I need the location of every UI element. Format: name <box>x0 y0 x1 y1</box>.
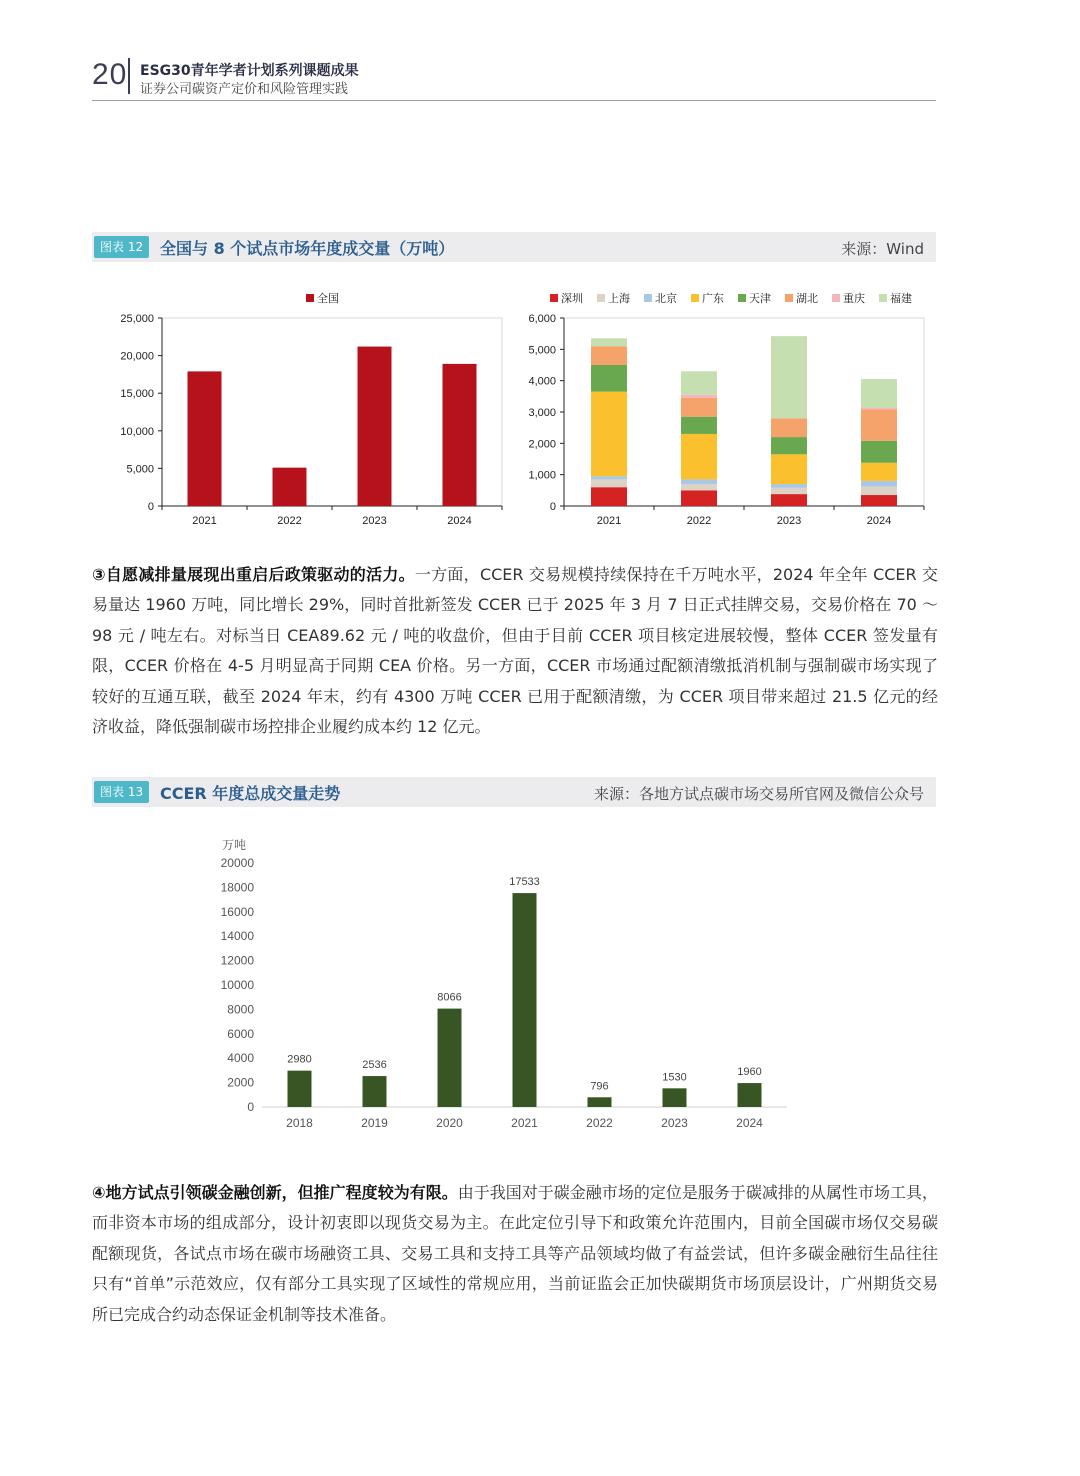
bar-ccer-2022 <box>588 1097 612 1107</box>
x-tick-label: 2021 <box>596 515 622 527</box>
paragraph-carbon-finance-lead: ④地方试点引领碳金融创新，但推广程度较为有限。 <box>92 1183 458 1202</box>
y-tick-label: 10000 <box>220 978 254 992</box>
data-label-2022: 796 <box>590 1080 609 1093</box>
bar-深圳-2024 <box>861 495 897 506</box>
x-tick-label: 2022 <box>686 515 712 527</box>
series-subtitle: 证券公司碳资产定价和风险管理实践 <box>140 82 349 97</box>
bar-北京-2021 <box>591 476 627 479</box>
bar-北京-2022 <box>681 479 717 484</box>
paragraph-carbon-finance <box>92 1178 938 1330</box>
legend-swatch-全国 <box>306 294 314 302</box>
x-tick-label: 2024 <box>736 1116 763 1130</box>
figure-13-titlebar <box>92 777 936 807</box>
bar-湖北-2023 <box>771 418 807 437</box>
page-number: 20 <box>92 58 128 91</box>
page-header <box>92 56 936 102</box>
x-tick-label: 2024 <box>447 515 472 527</box>
y-tick-label: 6000 <box>227 1026 254 1041</box>
x-tick-label: 2021 <box>192 515 217 527</box>
bar-ccer-2023 <box>663 1088 687 1107</box>
data-label-2018: 2980 <box>287 1053 312 1066</box>
legend-label-天津: 天津 <box>749 293 771 305</box>
bar-广东-2022 <box>681 434 717 479</box>
bar-全国-2021 <box>188 371 222 506</box>
y-axis-unit-label: 万吨 <box>222 838 247 852</box>
bar-重庆-2024 <box>861 408 897 410</box>
figure-13-tag: 图表 13 <box>94 781 149 803</box>
y-tick-label: 4,000 <box>528 375 556 388</box>
chart-pilot-markets-volume <box>512 285 936 535</box>
y-tick-label: 25,000 <box>120 313 154 325</box>
y-tick-label: 4000 <box>227 1051 254 1066</box>
bar-深圳-2023 <box>771 494 807 506</box>
legend-swatch-福建 <box>879 294 887 302</box>
y-tick-label: 15,000 <box>120 388 154 401</box>
y-tick-label: 5,000 <box>528 344 556 357</box>
legend-swatch-深圳 <box>550 294 558 302</box>
y-tick-label: 6,000 <box>528 313 556 325</box>
bar-ccer-2018 <box>288 1071 312 1107</box>
y-tick-label: 2000 <box>227 1075 254 1090</box>
bar-全国-2022 <box>273 468 307 506</box>
y-tick-label: 1,000 <box>528 469 556 482</box>
y-tick-label: 20,000 <box>120 350 154 363</box>
data-label-2019: 2536 <box>362 1059 387 1072</box>
bar-上海-2022 <box>681 484 717 490</box>
y-tick-label: 0 <box>247 1100 254 1114</box>
y-tick-label: 0 <box>549 501 556 513</box>
legend-label-全国: 全国 <box>317 293 339 305</box>
figure-13-source: 来源：各地方试点碳市场交易所官网及微信公众号 <box>593 785 924 803</box>
bar-广东-2021 <box>591 392 627 477</box>
bar-上海-2021 <box>591 479 627 487</box>
paragraph-carbon-finance-body: 由于我国对于碳金融市场的定位是服务于碳减排的从属性市场工具，而非资本市场的组成部分，设计初衷即以现货交易为主。在此定位引导下和政策允许范围内，目前全国碳市场仅交易碳配额现货，各试点市场在碳市场融资工具、交易工具和支持工具等产品领域均做了有益尝试，但许多碳金融衍生品往往只有“首单”示范效应，仅有部分工具实现了区域性的常规应用，当前证监会正加快碳期货市场顶层设计，广州期货交易所已完成合约动态保证金机制等技术准备。 <box>92 1183 938 1324</box>
legend-label-重庆: 重庆 <box>843 293 865 305</box>
bar-湖北-2021 <box>591 346 627 365</box>
bar-ccer-2019 <box>363 1076 387 1107</box>
bar-全国-2023 <box>358 347 392 506</box>
data-label-2024: 1960 <box>737 1066 762 1079</box>
y-tick-label: 2,000 <box>528 438 556 451</box>
y-tick-label: 0 <box>147 501 154 513</box>
bar-ccer-2021 <box>513 893 537 1107</box>
bar-北京-2023 <box>771 484 807 488</box>
bar-福建-2022 <box>681 371 717 395</box>
legend-swatch-广东 <box>691 294 699 302</box>
bar-广东-2024 <box>861 463 897 481</box>
x-tick-label: 2021 <box>511 1116 538 1130</box>
x-tick-label: 2019 <box>361 1116 388 1130</box>
series-title: ESG30青年学者计划系列课题成果 <box>140 63 359 79</box>
bar-上海-2023 <box>771 488 807 494</box>
y-tick-label: 10,000 <box>120 425 154 438</box>
bar-广东-2023 <box>771 454 807 484</box>
bar-湖北-2024 <box>861 409 897 440</box>
x-tick-label: 2023 <box>362 515 387 527</box>
bar-ccer-2020 <box>438 1009 462 1107</box>
bar-上海-2024 <box>861 487 897 495</box>
y-tick-label: 14000 <box>220 929 254 944</box>
bar-ccer-2024 <box>738 1083 762 1107</box>
bar-福建-2021 <box>591 338 627 346</box>
bar-福建-2023 <box>771 336 807 418</box>
header-divider <box>128 58 130 94</box>
y-tick-label: 5,000 <box>126 463 154 476</box>
bar-天津-2024 <box>861 441 897 463</box>
x-tick-label: 2020 <box>436 1116 463 1130</box>
legend-label-广东: 广东 <box>702 293 724 305</box>
legend-swatch-重庆 <box>832 294 840 302</box>
legend-swatch-上海 <box>597 294 605 302</box>
bar-重庆-2022 <box>681 395 717 398</box>
figure-12-tag: 图表 12 <box>94 236 149 258</box>
y-tick-label: 3,000 <box>528 407 556 419</box>
chart-national-volume <box>92 285 512 535</box>
bar-全国-2024 <box>443 364 477 506</box>
chart-ccer-volume <box>92 830 936 1140</box>
bar-福建-2024 <box>861 379 897 408</box>
y-tick-label: 12000 <box>220 953 254 968</box>
y-tick-label: 8000 <box>227 1002 254 1017</box>
bar-湖北-2022 <box>681 398 717 417</box>
legend-label-福建: 福建 <box>890 293 912 305</box>
x-tick-label: 2023 <box>776 515 802 527</box>
paragraph-ccer-lead: ③自愿减排量展现出重启后政策驱动的活力。 <box>92 565 415 584</box>
x-tick-label: 2018 <box>286 1116 313 1130</box>
legend-label-湖北: 湖北 <box>796 293 818 305</box>
bar-深圳-2021 <box>591 487 627 506</box>
legend-swatch-天津 <box>738 294 746 302</box>
bar-天津-2023 <box>771 437 807 454</box>
data-label-2023: 1530 <box>662 1071 687 1084</box>
x-tick-label: 2022 <box>277 515 302 527</box>
legend-label-上海: 上海 <box>608 293 630 305</box>
figure-12-source: 来源：Wind <box>841 240 924 258</box>
legend-label-北京: 北京 <box>655 293 677 305</box>
x-tick-label: 2022 <box>586 1116 613 1130</box>
legend-label-深圳: 深圳 <box>561 293 583 305</box>
y-tick-label: 16000 <box>220 904 254 919</box>
legend-swatch-湖北 <box>785 294 793 302</box>
y-tick-label: 20000 <box>220 856 254 870</box>
data-label-2020: 8066 <box>437 991 462 1004</box>
bar-深圳-2022 <box>681 490 717 506</box>
legend-swatch-北京 <box>644 294 652 302</box>
figure-13-title: CCER 年度总成交量走势 <box>160 784 341 803</box>
bar-天津-2022 <box>681 417 717 434</box>
data-label-2021: 17533 <box>509 876 540 889</box>
paragraph-ccer <box>92 560 938 742</box>
y-tick-label: 18000 <box>220 880 254 895</box>
figure-12-title: 全国与 8 个试点市场年度成交量（万吨） <box>160 239 455 258</box>
paragraph-ccer-body: 一方面，CCER 交易规模持续保持在千万吨水平，2024 年全年 CCER 交易量达 1960 万吨，同比增长 29%，同时首批新签发 CCER 已于 2025 年 3 月 7 日正式挂牌交易，交易价格在 70 ～ 98 元 / 吨左右。对标当日 CEA89.62 元 / 吨的收盘价，但由于目前 CCER 项目核定进展较慢，整体 CCER 签发量有限，CCER 价格在 4-5 月明显高于同期 CEA 价格。另一方面，CCER 市场通过配额清缴抵消机制与强制碳市场实现了较好的互通互联，截至 2024 年末，约有 4300 万吨 CCER 已用于配额清缴，为 CCER 项目带来超过 21.5 亿元的经济收益，降低强制碳市场控排企业履约成本约 12 亿元。 <box>92 565 938 737</box>
x-tick-label: 2023 <box>661 1116 688 1130</box>
bar-北京-2024 <box>861 481 897 487</box>
bar-天津-2021 <box>591 365 627 392</box>
figure-12-titlebar <box>92 232 936 262</box>
x-tick-label: 2024 <box>866 515 892 527</box>
header-rule <box>92 100 936 101</box>
